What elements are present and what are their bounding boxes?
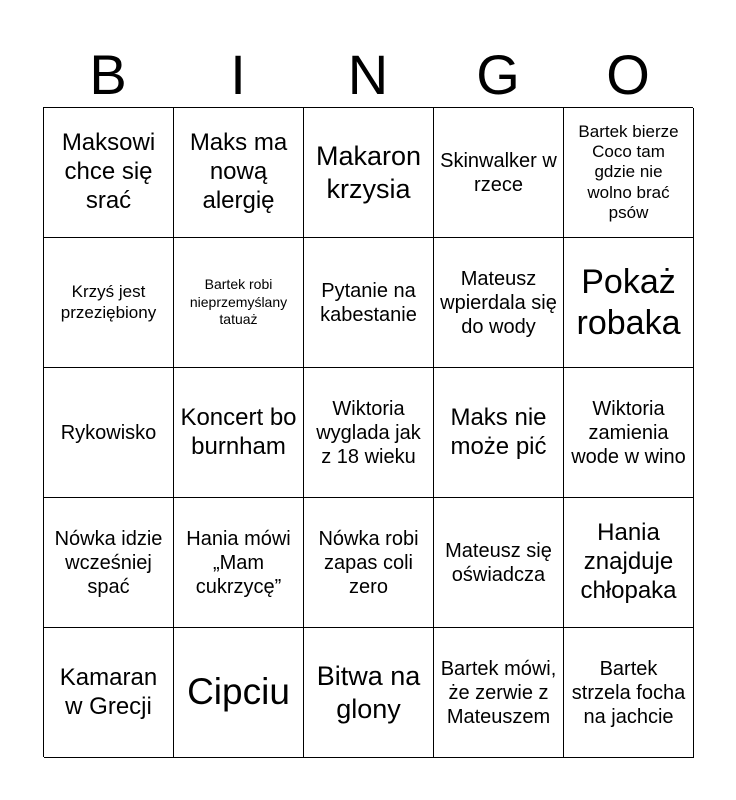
bingo-cell-r2c1[interactable]: Krzyś jest przeziębiony bbox=[44, 238, 174, 368]
bingo-cell-r1c4[interactable]: Skinwalker w rzece bbox=[434, 108, 564, 238]
bingo-cell-r4c4[interactable]: Mateusz się oświadcza bbox=[434, 498, 564, 628]
header-letter-i: I bbox=[230, 43, 246, 106]
bingo-cell-r2c3[interactable]: Pytanie na kabestanie bbox=[304, 238, 434, 368]
bingo-cell-r5c1[interactable]: Kamaran w Grecji bbox=[44, 628, 174, 758]
header-letter-b: B bbox=[89, 43, 127, 106]
bingo-cell-r1c5[interactable]: Bartek bierze Coco tam gdzie nie wolno brać psów bbox=[564, 108, 694, 238]
bingo-cell-r1c3[interactable]: Makaron krzysia bbox=[304, 108, 434, 238]
bingo-cell-r2c5[interactable]: Pokaż robaka bbox=[564, 238, 694, 368]
bingo-cell-r3c2[interactable]: Koncert bo burnham bbox=[174, 368, 304, 498]
bingo-cell-r3c3[interactable]: Wiktoria wyglada jak z 18 wieku bbox=[304, 368, 434, 498]
header-letter-n: N bbox=[347, 43, 389, 106]
bingo-cell-r2c4[interactable]: Mateusz wpierdala się do wody bbox=[434, 238, 564, 368]
bingo-cell-r4c1[interactable]: Nówka idzie wcześniej spać bbox=[44, 498, 174, 628]
bingo-cell-r5c5[interactable]: Bartek strzela focha na jachcie bbox=[564, 628, 694, 758]
bingo-cell-r1c2[interactable]: Maks ma nową alergię bbox=[174, 108, 304, 238]
bingo-cell-r4c3[interactable]: Nówka robi zapas coli zero bbox=[304, 498, 434, 628]
bingo-cell-r2c2[interactable]: Bartek robi nieprzemyślany tatuaż bbox=[174, 238, 304, 368]
bingo-cell-r5c2[interactable]: Cipciu bbox=[174, 628, 304, 758]
bingo-cell-r3c5[interactable]: Wiktoria zamienia wode w wino bbox=[564, 368, 694, 498]
bingo-cell-r5c4[interactable]: Bartek mówi, że zerwie z Mateuszem bbox=[434, 628, 564, 758]
bingo-cell-r1c1[interactable]: Maksowi chce się srać bbox=[44, 108, 174, 238]
bingo-cell-r4c2[interactable]: Hania mówi „Mam cukrzycę” bbox=[174, 498, 304, 628]
header-letter-o: O bbox=[606, 43, 650, 106]
bingo-board bbox=[43, 107, 693, 757]
bingo-cell-r3c1[interactable]: Rykowisko bbox=[44, 368, 174, 498]
bingo-cell-r3c4[interactable]: Maks nie może pić bbox=[434, 368, 564, 498]
bingo-header bbox=[43, 44, 693, 106]
bingo-cell-r4c5[interactable]: Hania znajduje chłopaka bbox=[564, 498, 694, 628]
header-letter-g: G bbox=[476, 43, 520, 106]
bingo-cell-r5c3[interactable]: Bitwa na glony bbox=[304, 628, 434, 758]
